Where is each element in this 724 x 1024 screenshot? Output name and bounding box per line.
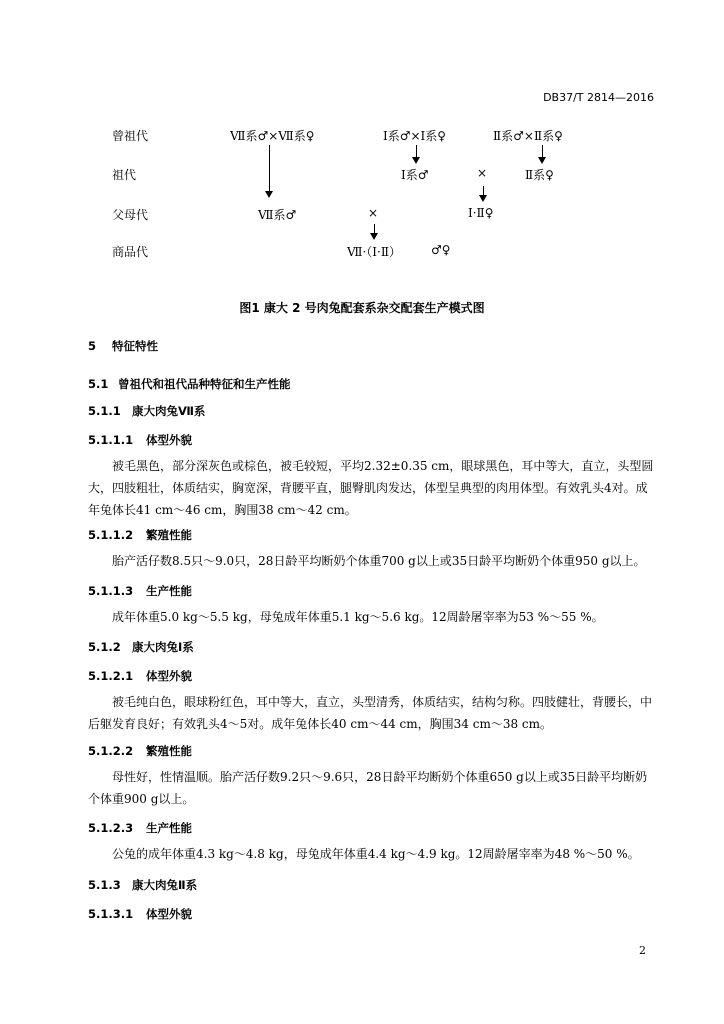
section-number: 5.1.1.1: [88, 433, 134, 447]
section-title: 繁殖性能: [146, 744, 192, 758]
figure-caption: 图1 康大 2 号肉兔配套系杂交配套生产模式图: [239, 301, 485, 315]
gp-line-i-male: Ⅰ系♂: [401, 168, 429, 182]
section-number: 5.1: [88, 377, 109, 391]
section-number: 5.1.1.2: [88, 528, 134, 542]
commercial-sex-symbols: ♂♀: [431, 243, 451, 257]
ps-line-vii-male: Ⅶ系♂: [258, 208, 297, 222]
paragraph: 成年体重5.0 kg～5.5 kg，母兔成年体重5.1 kg～5.6 kg。12周龄屠宰率为53 %～55 %。: [112, 610, 604, 624]
section-heading: [88, 432, 192, 448]
section-heading: [88, 527, 192, 543]
section-heading: [88, 877, 197, 893]
section-number: 5.1.2: [88, 640, 121, 654]
section-title: 生产性能: [146, 584, 192, 598]
paragraph: 胎产活仔数8.5只～9.0只，28日龄平均断奶个体重700 g以上或35日龄平均断奶个体重950 g以上。: [112, 554, 646, 568]
section-heading: [88, 820, 192, 836]
section-title: 康大肉兔Ⅰ系: [132, 640, 194, 654]
section-heading: [88, 583, 192, 599]
arrow-down-icon: [265, 191, 273, 198]
arrow-down-icon: [538, 157, 546, 164]
section-heading: [88, 639, 194, 655]
section-title: 体型外貌: [146, 907, 192, 921]
gp-cross-sign: ×: [477, 166, 488, 180]
section-heading: [88, 906, 192, 922]
paragraph: 公兔的成年体重4.3 kg～4.8 kg，母兔成年体重4.4 kg～4.9 kg。12周龄屠宰率为48 %～50 %。: [112, 847, 640, 861]
section-number: 5.1.2.2: [88, 744, 134, 758]
commercial-cross: Ⅶ·（Ⅰ·Ⅱ）: [347, 245, 402, 259]
section-heading: [88, 403, 205, 419]
section-heading: [88, 743, 192, 759]
paragraph: 被毛黑色，部分深灰色或棕色，被毛较短，平均2.32±0.35 cm，眼球黑色，耳中等大，直立，头型圆大，四肢粗壮，体质结实，胸宽深，背腰平直，腿臀肌肉发达，体型呈典型的肉用体型。有效乳头4对。成年兔体长41 cm～46 cm，胸围38 cm～42 cm。: [88, 459, 654, 517]
section-number: 5.1.1.3: [88, 584, 134, 598]
arrow-down-icon: [479, 195, 487, 202]
arrow-down-icon: [412, 157, 420, 164]
section-number: 5.1.3: [88, 878, 121, 892]
gp-line-ii-female: Ⅱ系♀: [525, 168, 554, 182]
section-title: 体型外貌: [146, 433, 192, 447]
section-title: 康大肉兔Ⅱ系: [132, 878, 198, 892]
ps-line-i-ii-female: Ⅰ·Ⅱ♀: [468, 206, 494, 220]
section-number: 5.1.1: [88, 404, 121, 418]
ggp-line-i-cross: Ⅰ系♂×Ⅰ系♀: [383, 129, 447, 143]
section-heading: [88, 376, 291, 392]
page-number: 2: [639, 944, 646, 957]
section-title: 繁殖性能: [146, 528, 192, 542]
paragraph: 被毛纯白色，眼球粉红色，耳中等大，直立，头型清秀，体质结实，结构匀称。四肢健壮，背腰长，中后躯发育良好；有效乳头4～5对。成年兔体长40 cm～44 cm，胸围34 cm～38 cm。: [88, 695, 653, 731]
paragraph: 母性好，性情温顺。胎产活仔数9.2只～9.6只，28日龄平均断奶个体重650 g以上或35日龄平均断奶个体重900 g以上。: [88, 770, 648, 806]
section-title: 曾祖代和祖代品种特征和生产性能: [118, 377, 291, 391]
arrow-vii-shaft: [269, 145, 270, 192]
section-heading: [88, 338, 158, 354]
section-number: 5.1.3.1: [88, 907, 134, 921]
section-heading: [88, 668, 192, 684]
ps-cross-sign: ×: [368, 206, 379, 220]
section-number: 5.1.2.1: [88, 669, 134, 683]
section-title: 康大肉兔Ⅶ系: [132, 404, 206, 418]
section-title: 生产性能: [146, 821, 192, 835]
row-label-grandparent: 祖代: [112, 168, 137, 182]
standard-code: DB37/T 2814—2016: [543, 91, 654, 104]
arrow-down-icon: [370, 233, 378, 240]
section-title: 特征特性: [112, 339, 158, 353]
ggp-line-vii-cross: Ⅶ系♂×Ⅶ系♀: [230, 129, 315, 143]
section-number: 5: [88, 339, 97, 353]
section-number: 5.1.2.3: [88, 821, 134, 835]
row-label-parent-stock: 父母代: [112, 208, 149, 222]
section-title: 体型外貌: [146, 669, 192, 683]
row-label-commercial: 商品代: [112, 245, 149, 259]
row-label-great-grandparent: 曾祖代: [112, 129, 149, 143]
ggp-line-ii-cross: Ⅱ系♂×Ⅱ系♀: [493, 129, 563, 143]
